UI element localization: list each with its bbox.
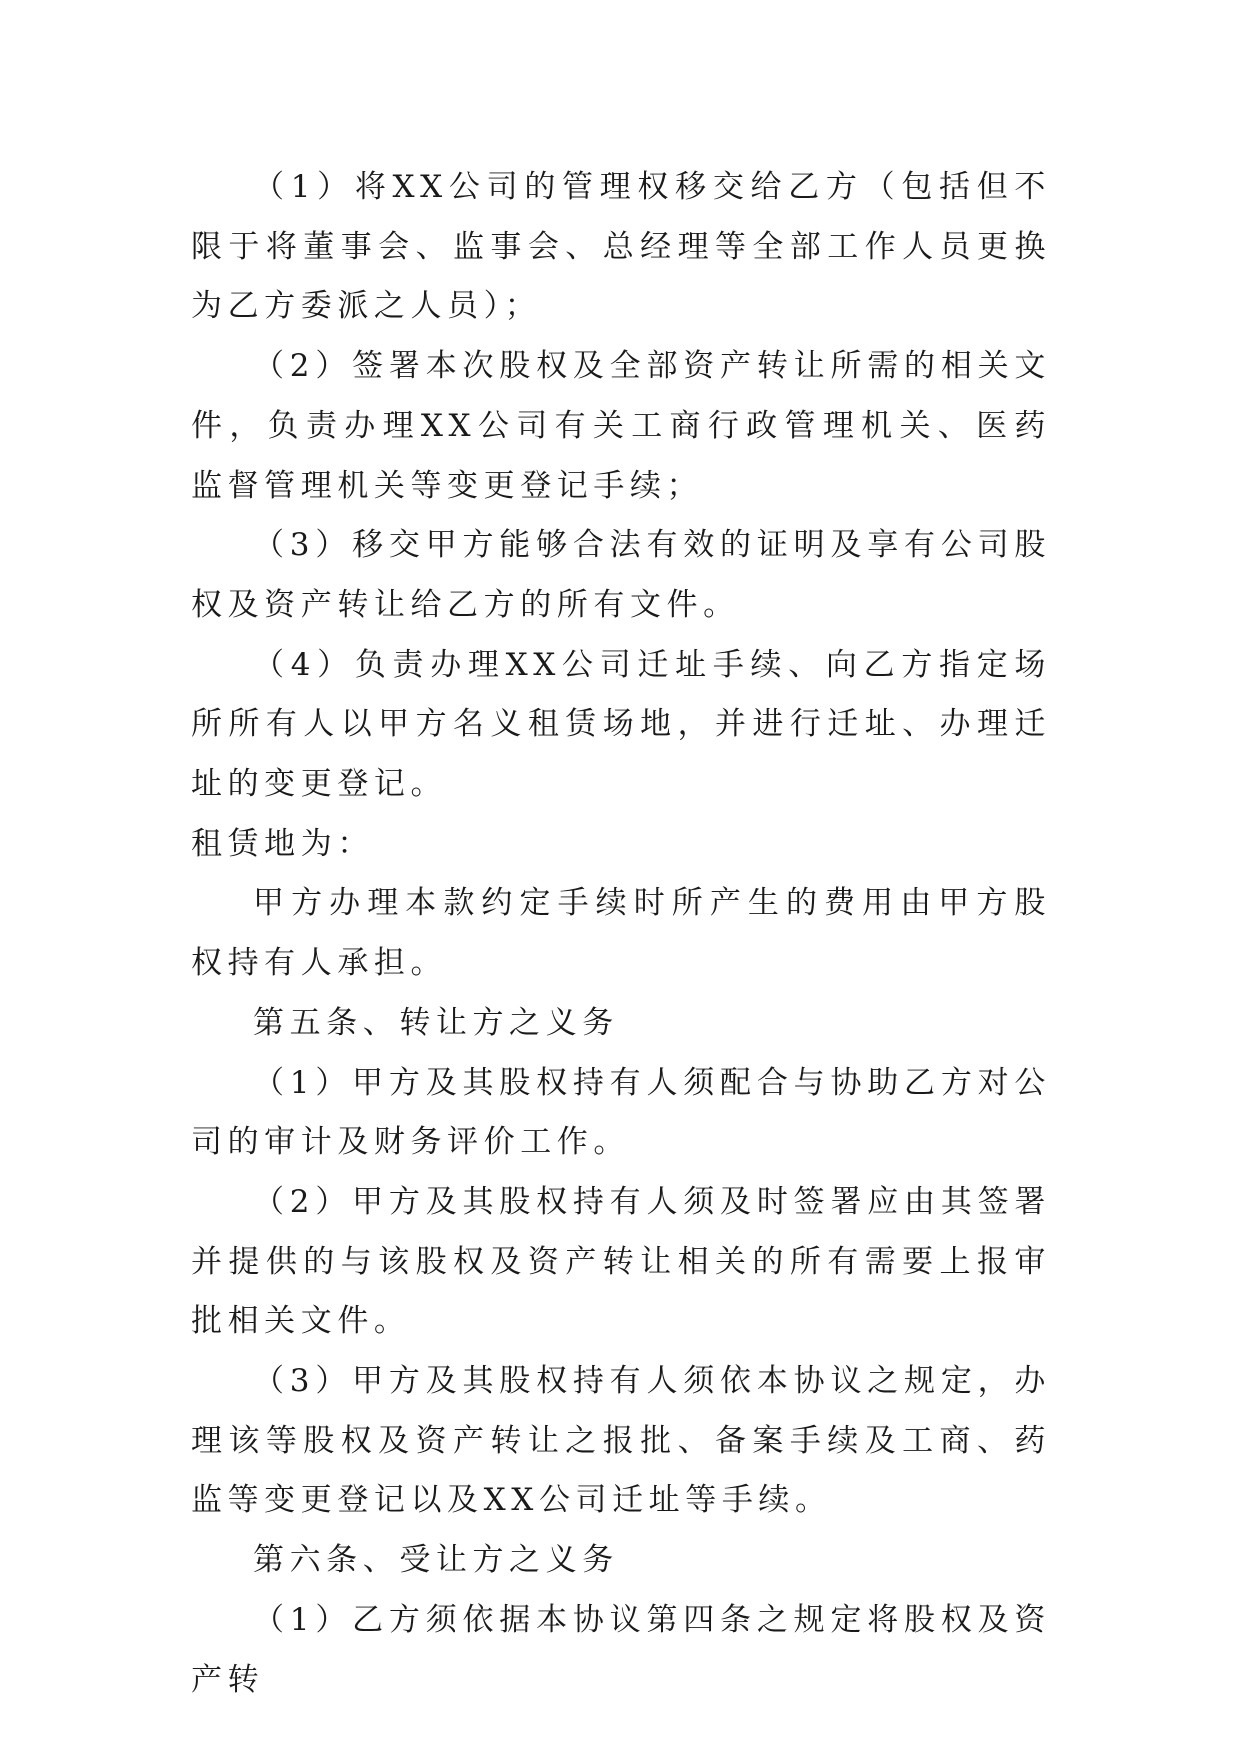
article-6-heading: 第六条、受让方之义务 <box>253 1542 619 1579</box>
paragraph-item-1: （1）将XX公司的管理权移交给乙方（包括但不限于将董事会、监事会、总经理等全部工作人员更换为乙方委派之人员）； <box>191 169 1051 325</box>
paragraph-article5-item-3: （3）甲方及其股权持有人须依本协议之规定，办理该等股权及资产转让之报批、备案手续及工商、药监等变更登记以及XX公司迁址等手续。 <box>191 1363 1051 1519</box>
paragraph-article6-item-1: （1）乙方须依据本协议第四条之规定将股权及资产转 <box>191 1601 1051 1698</box>
paragraph-fee-note: 甲方办理本款约定手续时所产生的费用由甲方股权持有人承担。 <box>191 885 1051 982</box>
paragraph-article5-item-2: （2）甲方及其股权持有人须及时签署应由其签署并提供的与该股权及资产转让相关的所有需要上报审批相关文件。 <box>191 1183 1051 1340</box>
paragraph-article5-item-1: （1）甲方及其股权持有人须配合与协助乙方对公司的审计及财务评价工作。 <box>191 1064 1051 1161</box>
paragraph-item-2: （2）签署本次股权及全部资产转让所需的相关文件，负责办理XX公司有关工商行政管理机关、医药监督管理机关等变更登记手续； <box>191 348 1051 504</box>
paragraph-item-4: （4）负责办理XX公司迁址手续、向乙方指定场所所有人以甲方名义租赁场地，并进行迁址、办理迁址的变更登记。 <box>191 646 1051 803</box>
paragraph-lease-location: 租赁地为： <box>191 825 374 862</box>
article-5-heading: 第五条、转让方之义务 <box>253 1004 619 1041</box>
document-body <box>191 158 1051 1710</box>
paragraph-item-3: （3）移交甲方能够合法有效的证明及享有公司股权及资产转让给乙方的所有文件。 <box>191 527 1051 623</box>
